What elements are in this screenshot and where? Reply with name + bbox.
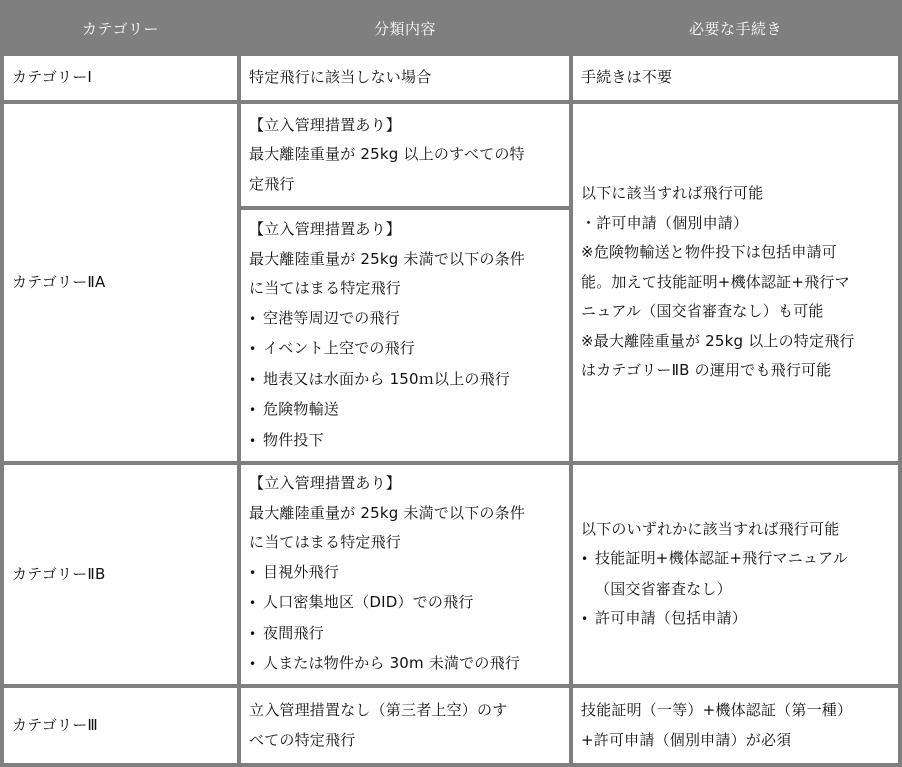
cat3-procedure-line1: 技能証明（一等）+機体認証（第一種） [581,701,853,719]
header-content-label: 分類内容 [373,19,436,38]
cat2a-procedure-line5: ニュアル（国交省審査なし）も可能 [581,302,824,321]
header-category-label: カテゴリー [82,19,159,38]
cat2a-procedure-line2: ・許可申請（個別申請） [581,213,749,232]
cat2a-bullet-item: • 地表又は水面から 150ｍ以上の飛行 [249,365,561,396]
cat2b-bullet-item: • 人口密集地区（DID）での飛行 [249,588,561,619]
cat2a-procedure-line7: はカテゴリーⅡB の運用でも飛行可能 [581,361,832,380]
cat2a-content-a-cell [241,104,569,206]
cat2b-content-line1: 【立入管理措置あり】 [249,474,402,493]
cat2b-procedure-bullet1: • 技能証明+機体認証+飛行マニュアル [581,544,890,575]
cat3-content-line2: べての特定飛行 [249,730,356,749]
cat3-procedure-line2: +許可申請（個別申請）が必須 [581,730,792,749]
cat2a-bullet-item: • イベント上空での飛行 [249,334,561,365]
cat2b-procedure-line1: 以下のいずれかに該当すれば飛行可能 [581,519,840,538]
cat2a-procedure-line1: 以下に該当すれば飛行可能 [581,184,764,203]
cat2b-procedure-cell [573,465,898,684]
cat2a-bullet-item: • 危険物輸送 [249,395,561,426]
cat1-procedure: 手続きは不要 [581,68,673,87]
cat3-content-cell [241,688,569,763]
cat2b-category: カテゴリーⅡB [12,564,106,583]
cat2a-procedure-line4: 能。加えて技能証明+機体認証+飛行マ [581,272,850,291]
cat2a-bullet-item: • 空港等周辺での飛行 [249,304,561,335]
cat2a-category: カテゴリーⅡA [12,272,106,291]
cat2b-category-cell [4,465,237,684]
header-procedure-label: 必要な手続き [688,19,782,38]
cat2a-bullet-item: • 物件投下 [249,426,561,457]
cat2a-content-a-line1: 【立入管理措置あり】 [249,115,402,134]
cat2a-content-b-line1: 【立入管理措置あり】 [249,220,402,238]
cat3-content-line1: 立入管理措置なし（第三者上空）のす [249,701,508,719]
cat2a-content-b-line2: 最大離陸重量が 25kg 未満で以下の条件 [249,249,526,268]
cat2b-bullet-item: • 人または物件から 30m 未満での飛行 [249,649,561,680]
cat2a-category-cell [4,104,237,461]
cat3-procedure-cell [573,688,898,763]
cat2a-content-b-line3: に当てはまる特定飛行 [249,279,402,297]
cat2a-procedure-line6: ※最大離陸重量が 25kg 以上の特定飛行 [581,331,855,350]
cat1-content-cell [241,56,569,100]
cat2b-content-line3: に当てはまる特定飛行 [249,533,402,552]
cat2a-content-b-cell [241,210,569,461]
cat3-category: カテゴリーⅢ [12,715,98,734]
cat2b-bullet-item: • 目視外飛行 [249,558,561,589]
cat1-category: カテゴリーⅠ [12,68,93,87]
cat1-content: 特定飛行に該当しない場合 [249,68,432,87]
header-procedure [573,0,898,56]
cat2b-procedure-bullet1-cont: （国交省審査なし） [595,579,732,598]
cat2b-content-line2: 最大離陸重量が 25kg 未満で以下の条件 [249,503,526,522]
cat2a-procedure-line3: ※危険物輸送と物件投下は包括申請可 [581,243,837,262]
cat2b-procedure-bullet2: • 許可申請（包括申請） [581,604,890,635]
cat2b-bullet-item: • 夜間飛行 [249,619,561,650]
cat2a-content-a-line3: 定飛行 [249,174,295,193]
cat1-procedure-cell [573,56,898,100]
cat3-category-cell [4,688,237,763]
header-category [4,0,237,56]
cat2a-procedure-cell [573,104,898,461]
cat2a-content-a-line2: 最大離陸重量が 25kg 以上のすべての特 [249,145,525,164]
cat2b-content-cell [241,465,569,684]
header-content [241,0,569,56]
cat1-category-cell [4,56,237,100]
